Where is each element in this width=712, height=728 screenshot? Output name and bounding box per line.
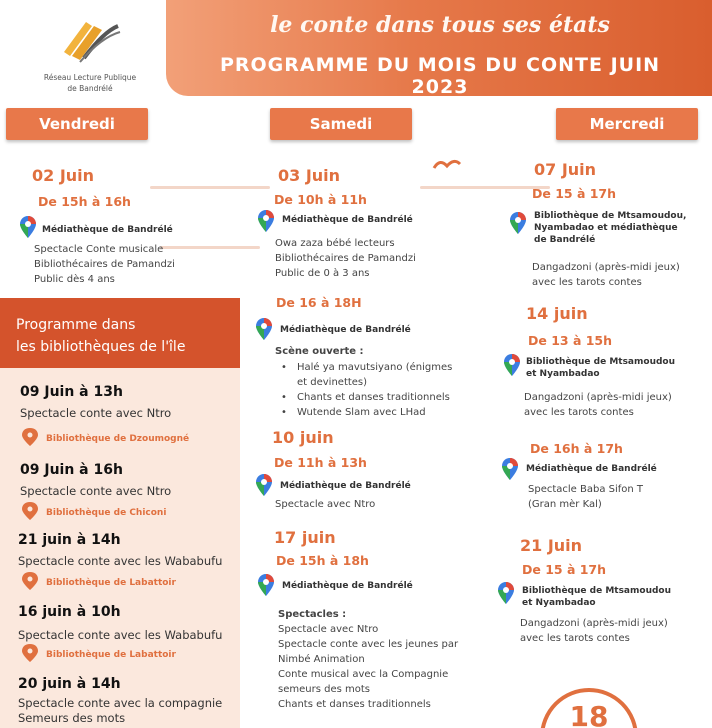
bullet-item: • Chants et danses traditionnels [275,390,452,405]
logo-text [20,72,160,94]
saturday-date: 17 juin [274,528,336,547]
desc-line: Nimbé Animation [278,654,365,665]
island-item-date: 21 juin à 14h [18,532,121,548]
island-heading-line-2: les bibliothèques de l'île [16,339,186,355]
bullet-continuation: et devinettes) [297,377,368,388]
tab-samedi: Samedi [270,108,412,140]
island-item-venue: Bibliothèque de Labattoir [46,650,176,660]
wednesday-date: 14 juin [526,304,588,323]
desc-line: Public dès 4 ans [34,274,115,285]
logo-line-2: de Bandrélé [67,84,113,93]
desc-line: avec les tarots contes [524,407,634,418]
logo-line-1: Réseau Lecture Publique [43,73,137,82]
venue-line: Nyambadao et médiathèque [534,223,678,233]
desc-line: avec les tarots contes [532,277,642,288]
venue-line: et Nyambadao [522,598,596,608]
venue-line: de Bandrélé [534,235,596,245]
island-item-venue: Bibliothèque de Labattoir [46,578,176,588]
map-pin-icon [256,318,272,340]
desc-line: Chants et danses traditionnels [278,699,431,710]
map-pin-icon [504,354,520,376]
map-pin-icon [510,212,526,234]
header-title: le conte dans tous ses états [270,12,610,38]
map-pin-icon [22,572,38,590]
saturday-description [275,236,416,281]
island-item-desc: Spectacle conte avec les Wababufu [18,554,223,568]
map-pin-icon [22,644,38,662]
island-item-desc: Spectacle conte avec Ntro [20,484,172,498]
decor-swoosh [160,246,260,249]
wednesday-venue [534,210,686,246]
desc-line: Spectacle Baba Sifon T [528,484,644,495]
wednesday-description [528,482,643,512]
saturday-venue: Médiathèque de Bandrélé [280,481,411,491]
wednesday-date: 07 Juin [534,160,597,179]
desc-line: Spectacle avec Ntro [278,624,379,635]
saturday-description: Spectacle avec Ntro [275,499,376,510]
island-item-desc [18,696,222,726]
saturday-time: De 10h à 11h [274,192,367,207]
saturday-venue: Médiathèque de Bandrélé [282,581,413,591]
map-pin-icon [502,458,518,480]
island-item-date: 09 Juin à 16h [20,462,123,478]
scene-bullets [275,360,452,420]
desc-line: Bibliothécaires de Pamandzi [275,253,416,264]
island-item-date: 16 juin à 10h [18,604,121,620]
island-item-desc: Spectacle conte avec Ntro [20,406,172,420]
bird-icon [432,156,462,172]
wednesday-description [524,390,672,420]
scene-title: Scène ouverte : [275,346,364,357]
wednesday-venue [522,585,671,609]
island-item-venue: Bibliothèque de Dzoumogné [46,434,190,444]
spectacles-title: Spectacles : [278,609,347,620]
book-logo-icon [56,12,126,68]
wednesday-time: De 15 à 17h [522,562,607,577]
desc-line: Dangadzoni (après-midi jeux) [532,262,680,273]
venue-line: et Nyambadao [526,369,600,379]
wednesday-date: 21 Juin [520,536,583,555]
saturday-time: De 15h à 18h [276,553,369,568]
island-heading [16,314,236,358]
map-pin-icon [498,582,514,604]
desc-line: Spectacle conte avec la compagnie [18,696,223,710]
spectacles-block [278,607,458,712]
tab-mercredi: Mercredi [556,108,698,140]
bullet-item: • Halé ya mavutsiyano (énigmes [275,360,452,375]
decor-swoosh [150,186,270,189]
saturday-time: De 11h à 13h [274,455,367,470]
island-item-date: 09 Juin à 13h [20,384,123,400]
desc-line: Dangadzoni (après-midi jeux) [520,618,668,629]
desc-line: Owa zaza bébé lecteurs [275,238,395,249]
wednesday-time: De 15 à 17h [532,186,617,201]
friday-description [34,242,175,287]
wednesday-time: De 13 à 15h [528,333,613,348]
saturday-venue: Médiathèque de Bandrélé [282,215,413,225]
friday-date: 02 Juin [32,166,95,185]
desc-line: Conte musical avec la Compagnie [278,669,449,680]
wednesday-venue [526,356,675,380]
desc-line: Bibliothécaires de Pamandzi [34,259,175,270]
friday-venue: Médiathèque de Bandrélé [42,225,173,235]
date-badge-number: 18 [569,700,609,728]
desc-line: Spectacle conte avec les jeunes par [278,639,459,650]
desc-line: Semeurs des mots [18,711,126,725]
island-heading-line-1: Programme dans [16,317,136,333]
desc-line: Spectacle Conte musicale [34,244,164,255]
map-pin-icon [20,216,36,238]
venue-line: Bibliothèque de Mtsamoudou, [534,211,687,221]
desc-line: (Gran mèr Kal) [528,499,602,510]
venue-line: Bibliothèque de Mtsamoudou [522,586,672,596]
map-pin-icon [256,474,272,496]
map-pin-icon [22,502,38,520]
map-pin-icon [258,574,274,596]
venue-line: Bibliothèque de Mtsamoudou [526,357,676,367]
desc-line: semeurs des mots [278,684,370,695]
tab-vendredi: Vendredi [6,108,148,140]
map-pin-icon [258,210,274,232]
island-item-date: 20 juin à 14h [18,676,121,692]
bullet-item: • Wutende Slam avec LHad [275,405,452,420]
wednesday-time: De 16h à 17h [530,441,623,456]
island-item-venue: Bibliothèque de Chiconi [46,508,167,518]
wednesday-description [532,260,680,290]
desc-line: Dangadzoni (après-midi jeux) [524,392,672,403]
island-item-desc: Spectacle conte avec les Wababufu [18,628,223,642]
saturday-venue: Médiathèque de Bandrélé [280,325,411,335]
wednesday-venue: Médiathèque de Bandrélé [526,464,657,474]
map-pin-icon [22,428,38,446]
header-subtitle: PROGRAMME DU MOIS DU CONTE JUIN 2023 [219,54,661,98]
saturday-date: 10 juin [272,428,334,447]
desc-line: avec les tarots contes [520,633,630,644]
desc-line: Public de 0 à 3 ans [275,268,370,279]
wednesday-description [520,616,668,646]
friday-time: De 15h à 16h [38,194,131,209]
saturday-time: De 16 à 18H [276,295,362,310]
saturday-date: 03 Juin [278,166,341,185]
decor-swoosh [420,186,550,189]
